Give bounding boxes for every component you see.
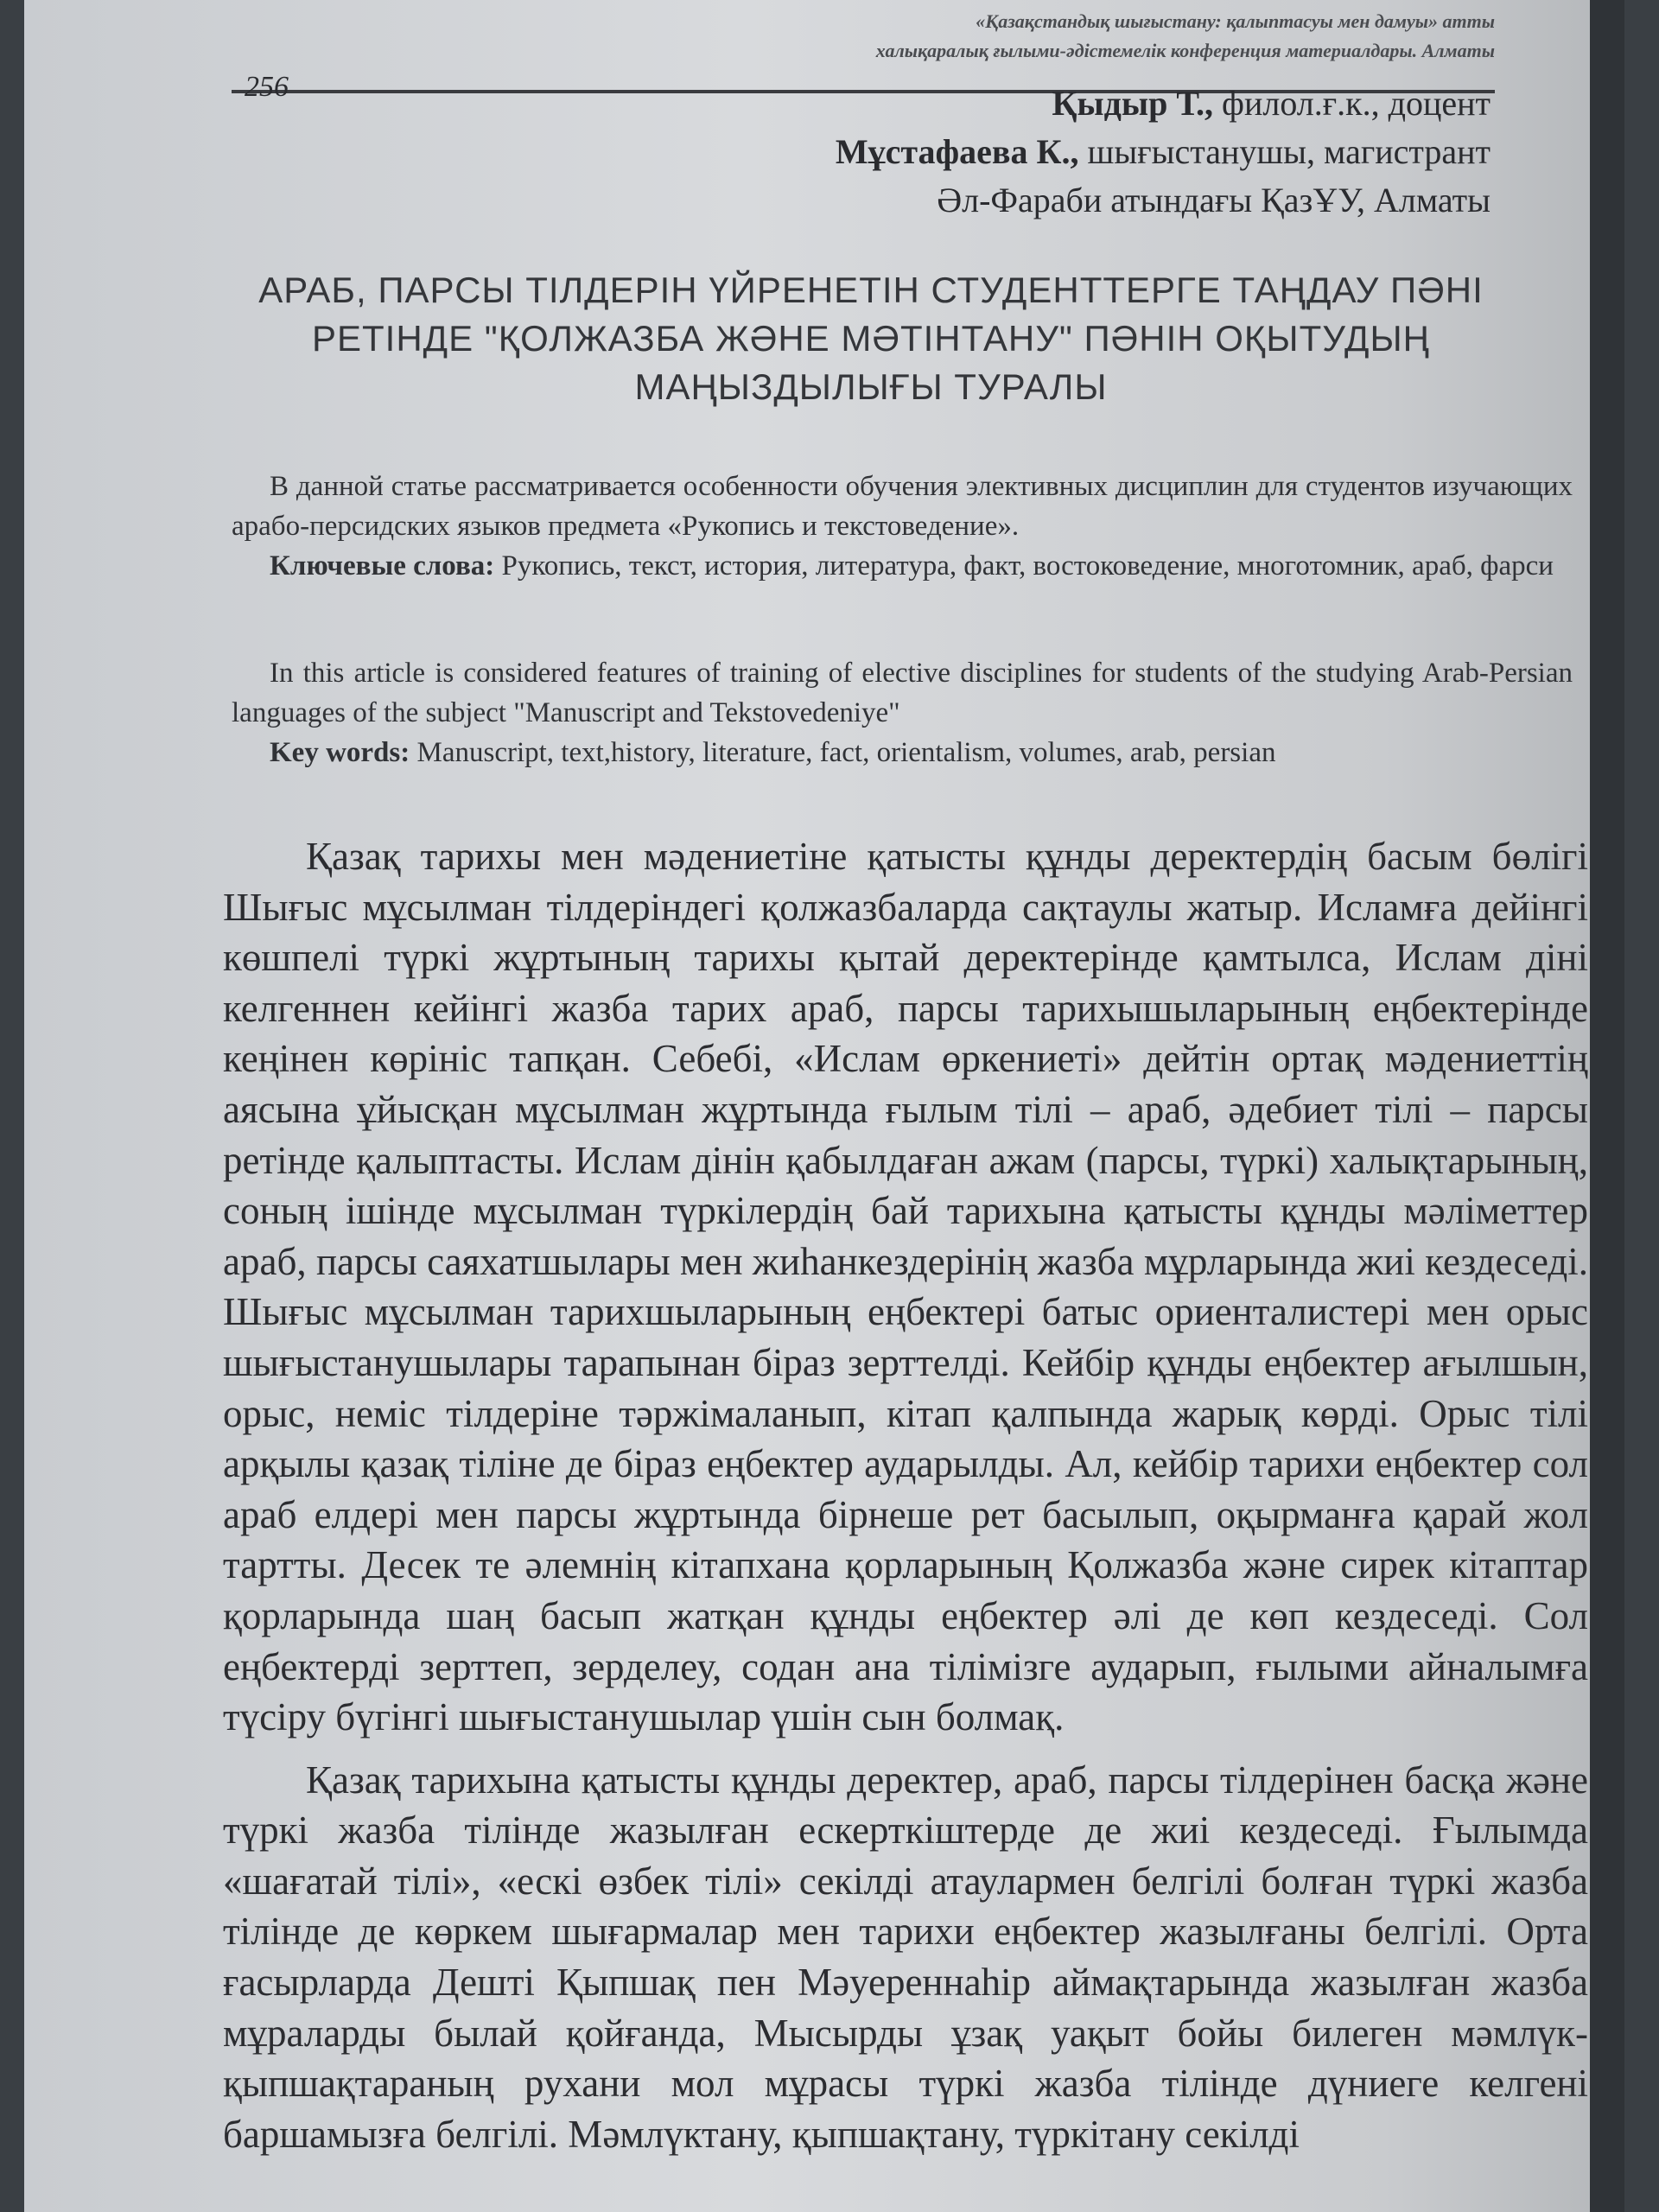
abstract-russian xyxy=(232,467,1573,586)
abstract-english xyxy=(232,653,1573,772)
author-details: филол.ғ.к., доцент xyxy=(1222,84,1491,123)
keywords-en-list: Manuscript, text,history, literature, fact, orientalism, volumes, arab, persian xyxy=(410,737,1276,768)
title-line-3: МАҢЫЗДЫЛЫҒЫ ТУРАЛЫ xyxy=(634,366,1108,407)
author-line-2 xyxy=(836,128,1491,176)
author-name: Қыдыр Т., xyxy=(1052,84,1214,123)
title-line-2: РЕТІНДЕ "ҚОЛЖАЗБА ЖӘНЕ МӘТІНТАНУ" ПӘНІН ОҚЫТУДЫҢ xyxy=(312,318,1430,359)
conference-running-header xyxy=(631,7,1495,66)
conference-header-line1: «Қазақстандық шығыстану: қалыптасуы мен дамуы» атты xyxy=(976,10,1495,32)
abstract-en-text: In this article is considered features of training of elective disciplines for students of the studying Arab-Persian languages of the subject "Manuscript and Tekstovedeniye" xyxy=(232,658,1573,728)
conference-header-line2: халықаралық ғылыми-әдістемелік конференция материалдары. Алматы xyxy=(875,40,1495,61)
body-paragraph-1: Қазақ тарихы мен мәдениетіне қатысты құнды деректердің басым бөлігі Шығыс мұсылман тілдеріндегі қолжазбаларда сақтаулы жатыр. Исламға дейінгі көшпелі түркі жұртының тарихы қытай деректерінде қамтылса, Ислам діні келгеннен кейінгі жазба тарих араб, парсы тарихышыларының еңбектерінде кеңінен көрініс тапқан. Себебі, «Ислам өркениеті» дейтін ортақ мәдениеттің аясына ұйысқан мұсылман жұртында ғылым тілі – араб, әдебиет тілі – парсы ретінде қалыптасты. Ислам дінін қабылдаған ажам (парсы, түркі) халықтарының, соның ішінде мұсылман түркілердің бай тарихына қатысты құнды мәліметтер араб, парсы саяхатшылары мен жиһанкездерінің жазба мұрларында жиі кездеседі. Шығыс мұсылман тарихшыларының еңбектері батыс ориенталистері мен орыс шығыстанушылары тарапынан біраз зерттелді. Кейбір құнды еңбектер ағылшын, орыс, неміс тілдеріне тәржімаланып, кітап қалпында жарық көрді. Орыс тілі арқылы қазақ тіліне де біраз еңбектер аударылды. Ал, кейбір тарихи еңбектер сол араб елдері мен парсы жұртында бірнеше рет басылып, оқырманға қарай жол тартты. Десек те әлемнің кітапхана қорларының Қолжазба және сирек кітаптар қорларында шаң басып жатқан құнды еңбектер әлі де көп кездеседі. Сол еңбектерді зерттеп, зерделеу, содан ана тілімізге аударып, ғылыми айналымға түсіру бүгінгі шығыстанушылар үшін сын болмақ. xyxy=(223,835,1588,1739)
author-block xyxy=(836,79,1491,225)
article-title xyxy=(249,266,1493,411)
author-affiliation xyxy=(836,176,1491,225)
keywords-ru-list: Рукопись, текст, история, литература, факт, востоковедение, многотомник, араб, фарси xyxy=(494,550,1554,582)
keywords-ru xyxy=(232,546,1573,586)
abstract-ru-text: В данной статье рассматривается особенности обучения элективных дисциплин для студентов изучающих арабо-персидских языков предмета «Рукопись и текстоведение». xyxy=(232,471,1573,542)
page-number: 256 xyxy=(245,71,289,103)
author-line-1 xyxy=(836,79,1491,128)
title-line-1: АРАБ, ПАРСЫ ТІЛДЕРІН ҮЙРЕНЕТІН СТУДЕНТТЕРГЕ ТАҢДАУ ПӘНІ xyxy=(258,270,1484,310)
keywords-en-label: Key words: xyxy=(270,737,410,768)
affiliation-text: Әл-Фараби атындағы ҚазҰУ, Алматы xyxy=(937,181,1491,219)
book-page xyxy=(24,0,1624,2212)
article-body xyxy=(223,831,1588,2159)
keywords-en xyxy=(232,733,1573,772)
keywords-ru-label: Ключевые слова: xyxy=(270,550,495,582)
author-details: шығыстанушы, магистрант xyxy=(1087,132,1491,171)
page-edge-shadow xyxy=(1590,0,1624,2212)
body-paragraph-2: Қазақ тарихына қатысты құнды деректер, араб, парсы тілдерінен басқа және түркі жазба тілінде жазылған ескерткіштерде де жиі кездеседі. Ғылымда «шағатай тілі», «ескі өзбек тілі» секілді атаулармен белгілі болған түркі жазба тілінде де көркем шығармалар мен тарихи еңбектер жазылғаны белгілі. Орта ғасырларда Дешті Қыпшақ пен Мәуереннаһір аймақтарында жазылған жазба мұраларды былай қойғанда, Мысырды ұзақ уақыт бойы билеген мәмлүк-қыпшақтараның рухани мол мұрасы түркі жазба тілінде дүниеге келгені баршамызға белгілі. Мәмлүктану, қыпшақтану, түркітану секілді xyxy=(223,1758,1588,2156)
author-name: Мұстафаева К., xyxy=(835,132,1079,171)
